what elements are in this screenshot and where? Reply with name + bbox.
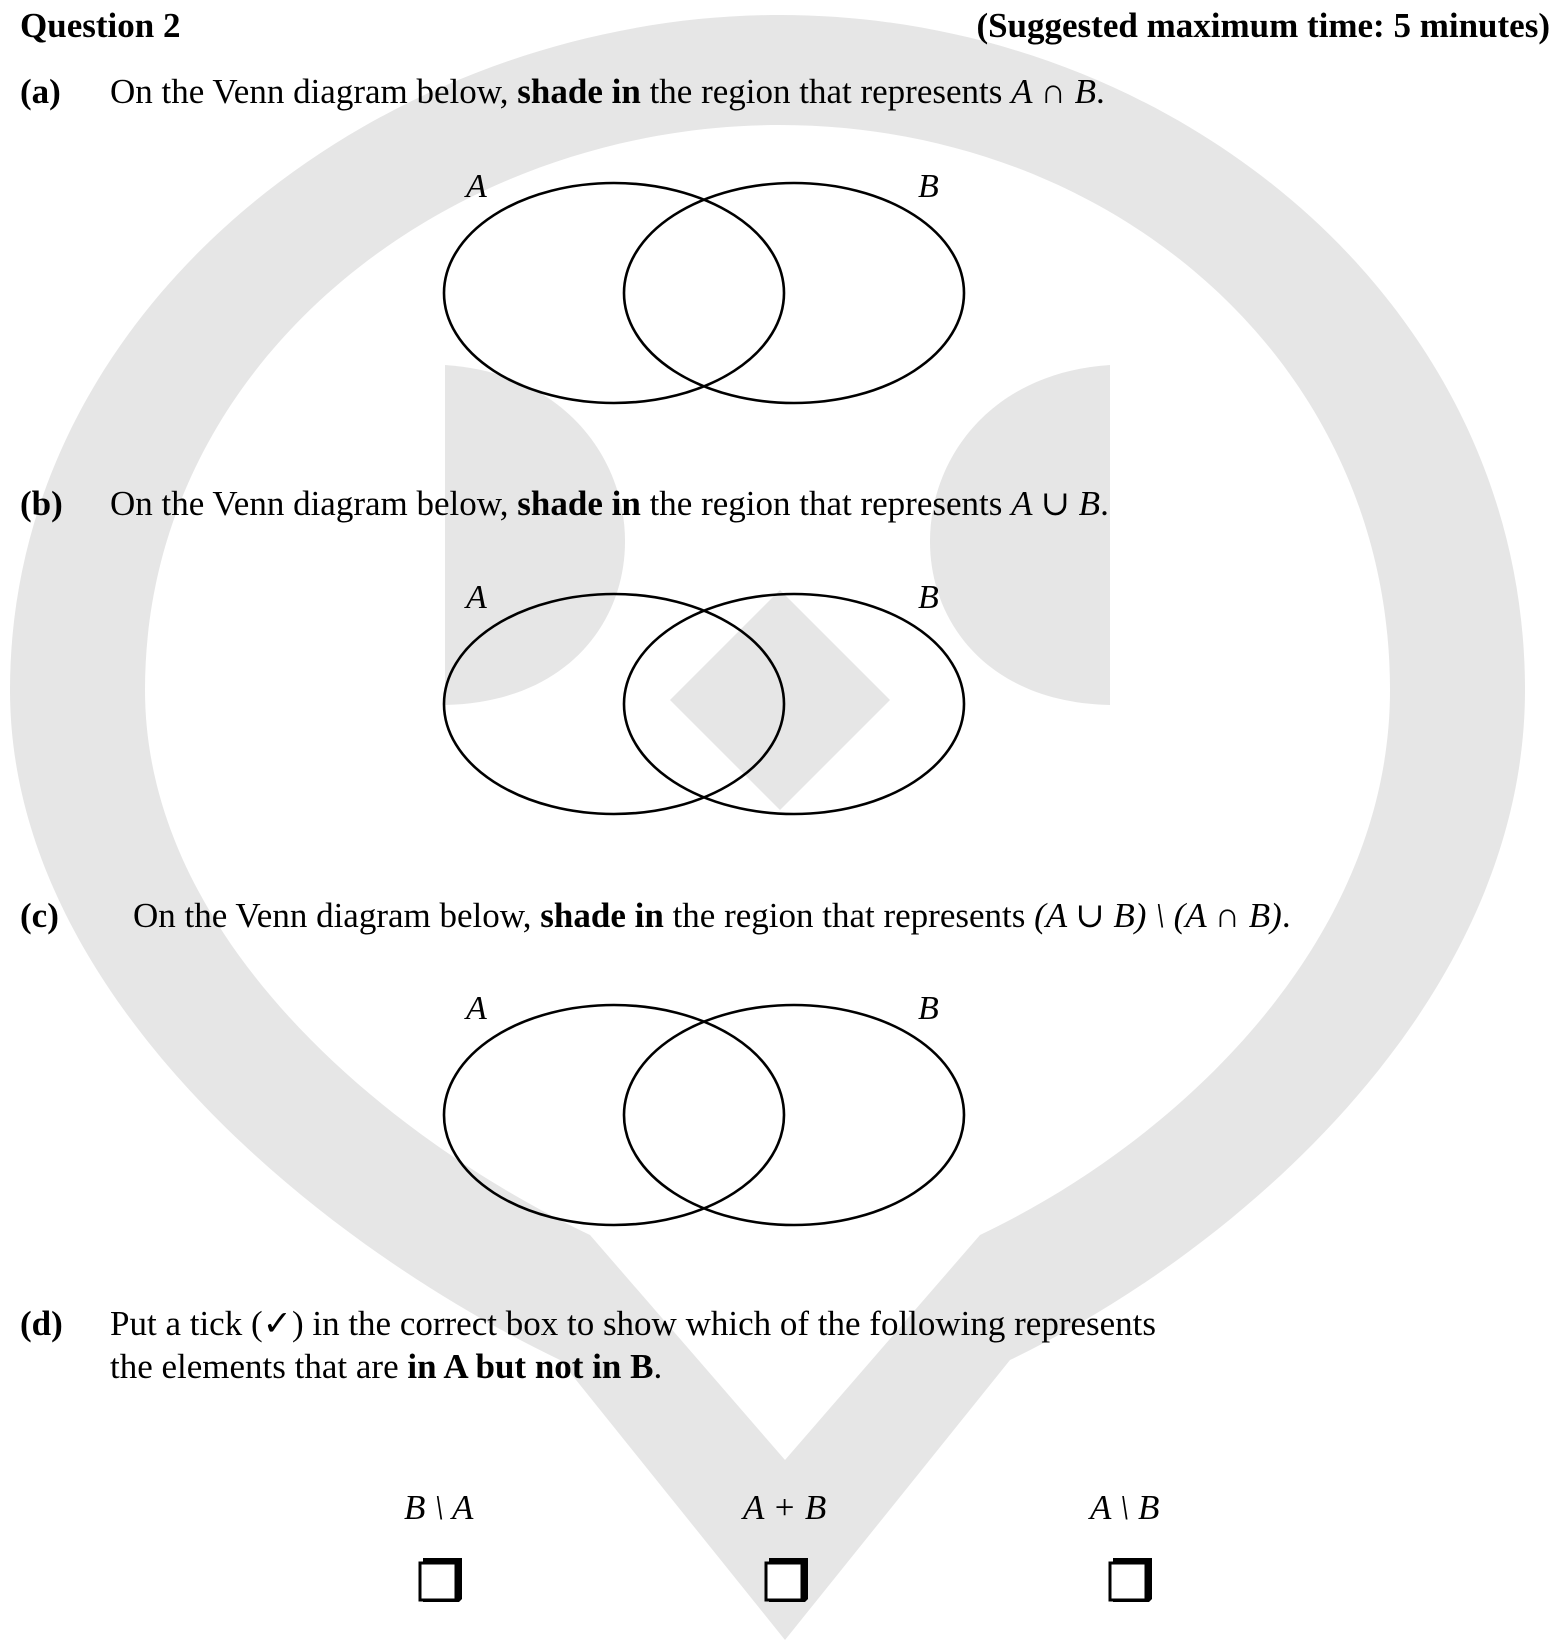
tick-box-a-minus-b[interactable] <box>1106 1555 1156 1605</box>
venn-c-set-b[interactable] <box>624 1005 964 1225</box>
venn-diagram-b[interactable] <box>440 576 1020 836</box>
venn-b-set-b[interactable] <box>624 594 964 814</box>
venn-a-set-b[interactable] <box>624 183 964 403</box>
question-title: Question 2 <box>20 6 181 45</box>
venn-b-label-b: B <box>918 579 939 616</box>
part-a-expression: A ∩ B <box>1011 72 1097 111</box>
part-a-instruction: On the Venn diagram below, shade in the region that represents A ∩ B. <box>110 72 1105 111</box>
option-a-minus-b: A \ B <box>1090 1488 1160 1527</box>
venn-b-set-a[interactable] <box>444 594 784 814</box>
part-b-expression: A ∪ B <box>1011 484 1101 523</box>
tick-box-a-plus-b[interactable] <box>762 1555 812 1605</box>
venn-b-label-a: A <box>466 579 487 616</box>
tick-box-b-minus-a[interactable] <box>416 1555 466 1605</box>
part-d-instruction-line2: the elements that are in A but not in B. <box>110 1347 663 1386</box>
part-c-label: (c) <box>20 896 59 935</box>
venn-a-label-b: B <box>918 168 939 205</box>
part-a-label: (a) <box>20 72 61 111</box>
venn-diagram-c[interactable] <box>440 987 1020 1247</box>
option-b-minus-a: B \ A <box>404 1488 474 1527</box>
part-b-instruction: On the Venn diagram below, shade in the region that represents A ∪ B. <box>110 484 1109 523</box>
part-c-expression: (A ∪ B) \ (A ∩ B) <box>1034 896 1282 935</box>
venn-c-label-a: A <box>466 990 487 1027</box>
part-d-label: (d) <box>20 1304 63 1343</box>
venn-a-set-a[interactable] <box>444 183 784 403</box>
venn-diagram-a[interactable] <box>440 165 1020 425</box>
venn-c-label-b: B <box>918 990 939 1027</box>
venn-c-set-a[interactable] <box>444 1005 784 1225</box>
part-d-instruction-line1: Put a tick (✓) in the correct box to show which of the following represents <box>110 1304 1157 1343</box>
venn-a-label-a: A <box>466 168 487 205</box>
part-c-instruction: On the Venn diagram below, shade in the region that represents (A ∪ B) \ (A ∩ B). <box>133 896 1291 935</box>
option-a-plus-b: A + B <box>743 1488 827 1527</box>
suggested-time: (Suggested maximum time: 5 minutes) <box>976 6 1550 45</box>
part-b-label: (b) <box>20 484 63 523</box>
